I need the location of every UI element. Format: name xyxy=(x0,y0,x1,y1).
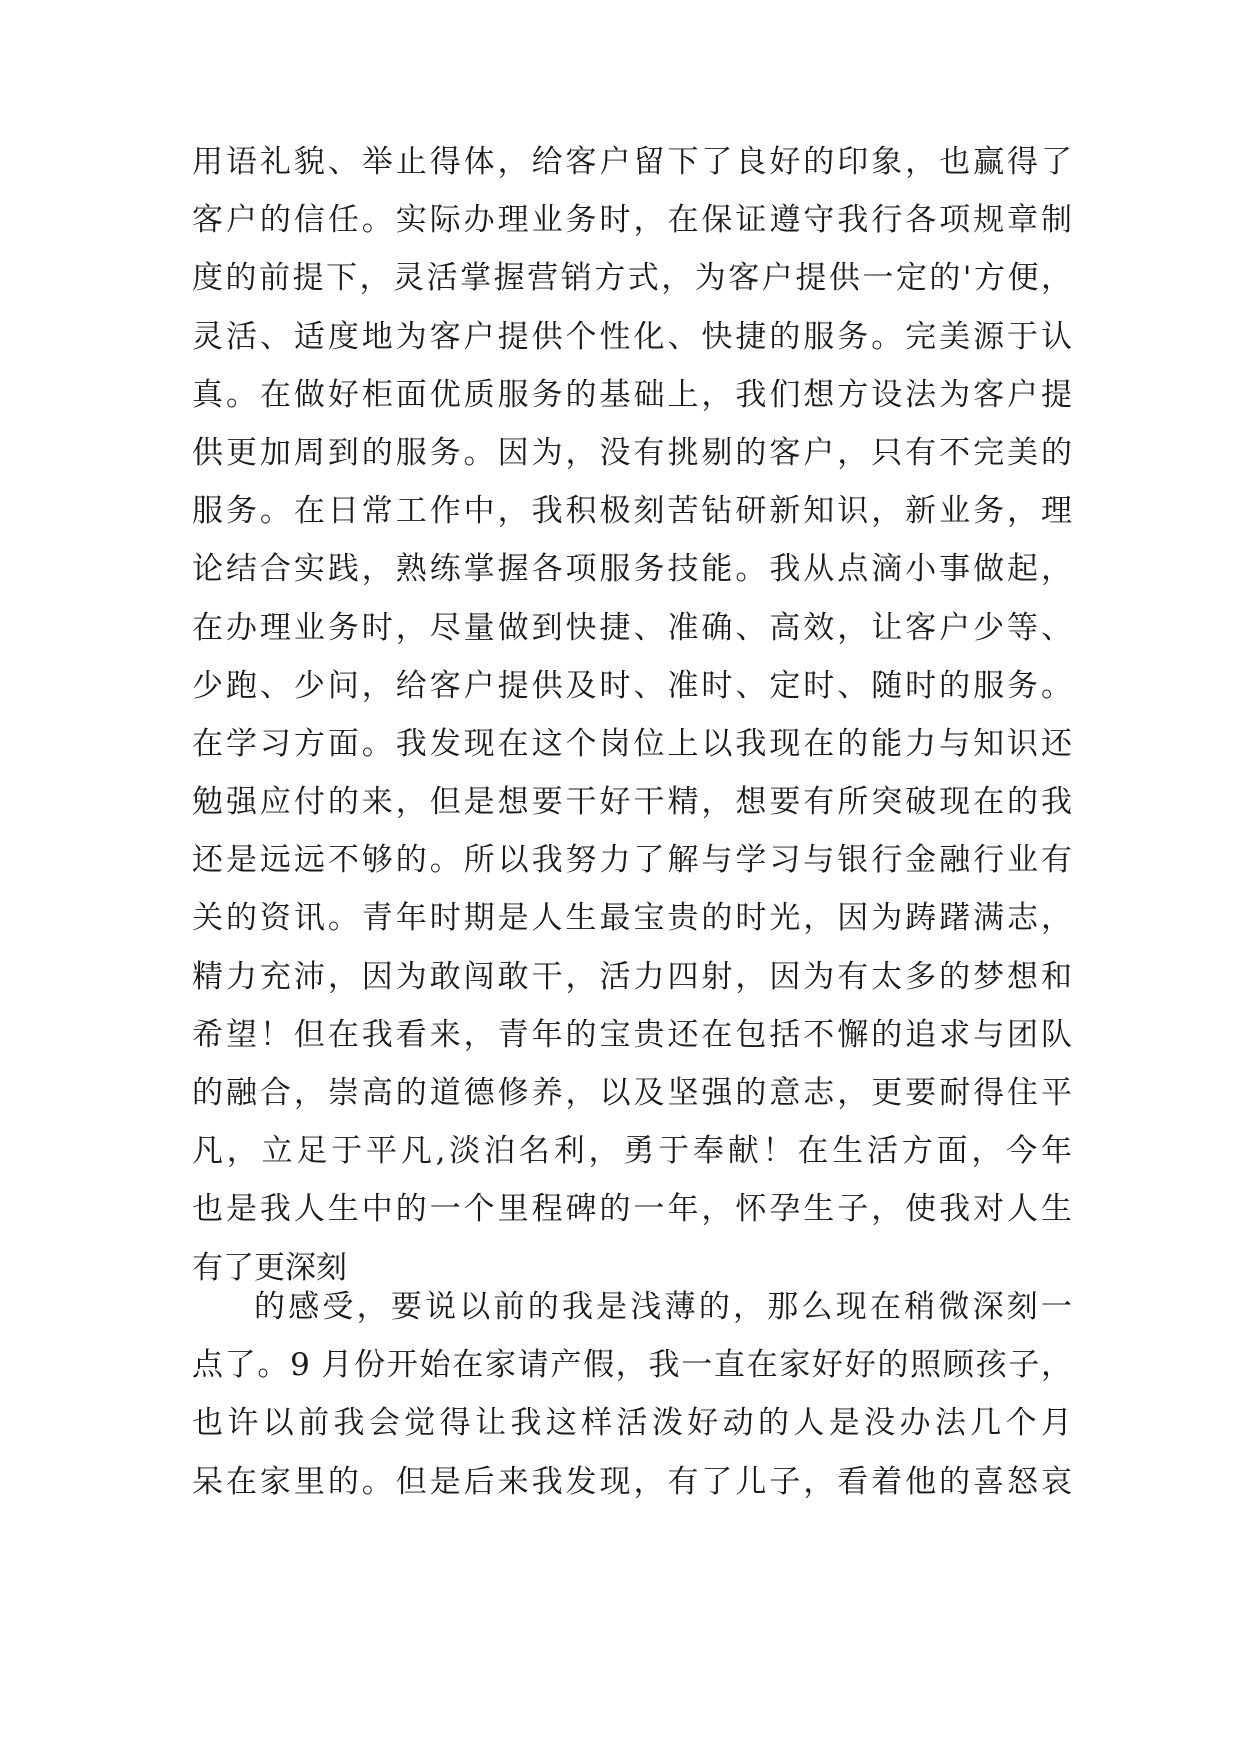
text-line: 的感受，要说以前的我是浅薄的，那么现在稍微深刻一 xyxy=(254,1289,1072,1325)
text-line: 点了。9 月份开始在家请产假，我一直在家好好的照顾孩子， xyxy=(192,1347,1072,1384)
text-line: 有了更深刻 xyxy=(192,1249,347,1286)
text-line: 灵活、适度地为客户提供个性化、快捷的服务。完美源于认 xyxy=(192,318,1072,355)
text-line: 勉强应付的来，但是想要干好干精，想要有所突破现在的我 xyxy=(192,784,1072,821)
text-line: 真。在做好柜面优质服务的基础上，我们想方设法为客户提 xyxy=(192,376,1072,413)
text-line: 还是远远不够的。所以我努力了解与学习与银行金融行业有 xyxy=(192,842,1072,879)
text-line: 客户的信任。实际办理业务时，在保证遵守我行各项规章制 xyxy=(192,202,1072,239)
text-line: 希望！但在我看来，青年的宝贵还在包括不懈的追求与团队 xyxy=(192,1016,1072,1053)
text-line: 供更加周到的服务。因为，没有挑剔的客户，只有不完美的 xyxy=(192,434,1072,471)
text-line: 在学习方面。我发现在这个岗位上以我现在的能力与知识还 xyxy=(192,725,1072,762)
text-line: 的融合，崇高的道德修养，以及坚强的意志，更要耐得住平 xyxy=(192,1075,1072,1111)
text-line: 服务。在日常工作中，我积极刻苦钻研新知识，新业务，理 xyxy=(192,493,1072,530)
text-line: 用语礼貌、举止得体，给客户留下了良好的印象，也赢得了 xyxy=(192,144,1072,180)
text-line: 精力充沛，因为敢闯敢干，活力四射，因为有太多的梦想和 xyxy=(192,958,1072,995)
text-line: 呆在家里的。但是后来我发现，有了儿子，看着他的喜怒哀 xyxy=(192,1463,1072,1500)
text-line: 也许以前我会觉得让我这样活泼好动的人是没办法几个月 xyxy=(192,1405,1072,1442)
paragraph-2 xyxy=(192,1278,1072,1511)
text-line: 也是我人生中的一个里程碑的一年，怀孕生子，使我对人生 xyxy=(192,1191,1072,1228)
text-line: 凡，立足于平凡,淡泊名利，勇于奉献！在生活方面，今年 xyxy=(192,1133,1072,1170)
text-line: 度的前提下，灵活掌握营销方式，为客户提供一定的'方便， xyxy=(192,260,1072,297)
text-line: 少跑、少问，给客户提供及时、准时、定时、随时的服务。 xyxy=(192,667,1072,704)
text-line: 在办理业务时，尽量做到快捷、准确、高效，让客户少等、 xyxy=(192,609,1072,646)
paragraph-1 xyxy=(192,133,1072,1297)
text-line: 关的资讯。青年时期是人生最宝贵的时光，因为踌躇满志， xyxy=(192,900,1072,937)
text-line: 论结合实践，熟练掌握各项服务技能。我从点滴小事做起， xyxy=(192,551,1072,588)
